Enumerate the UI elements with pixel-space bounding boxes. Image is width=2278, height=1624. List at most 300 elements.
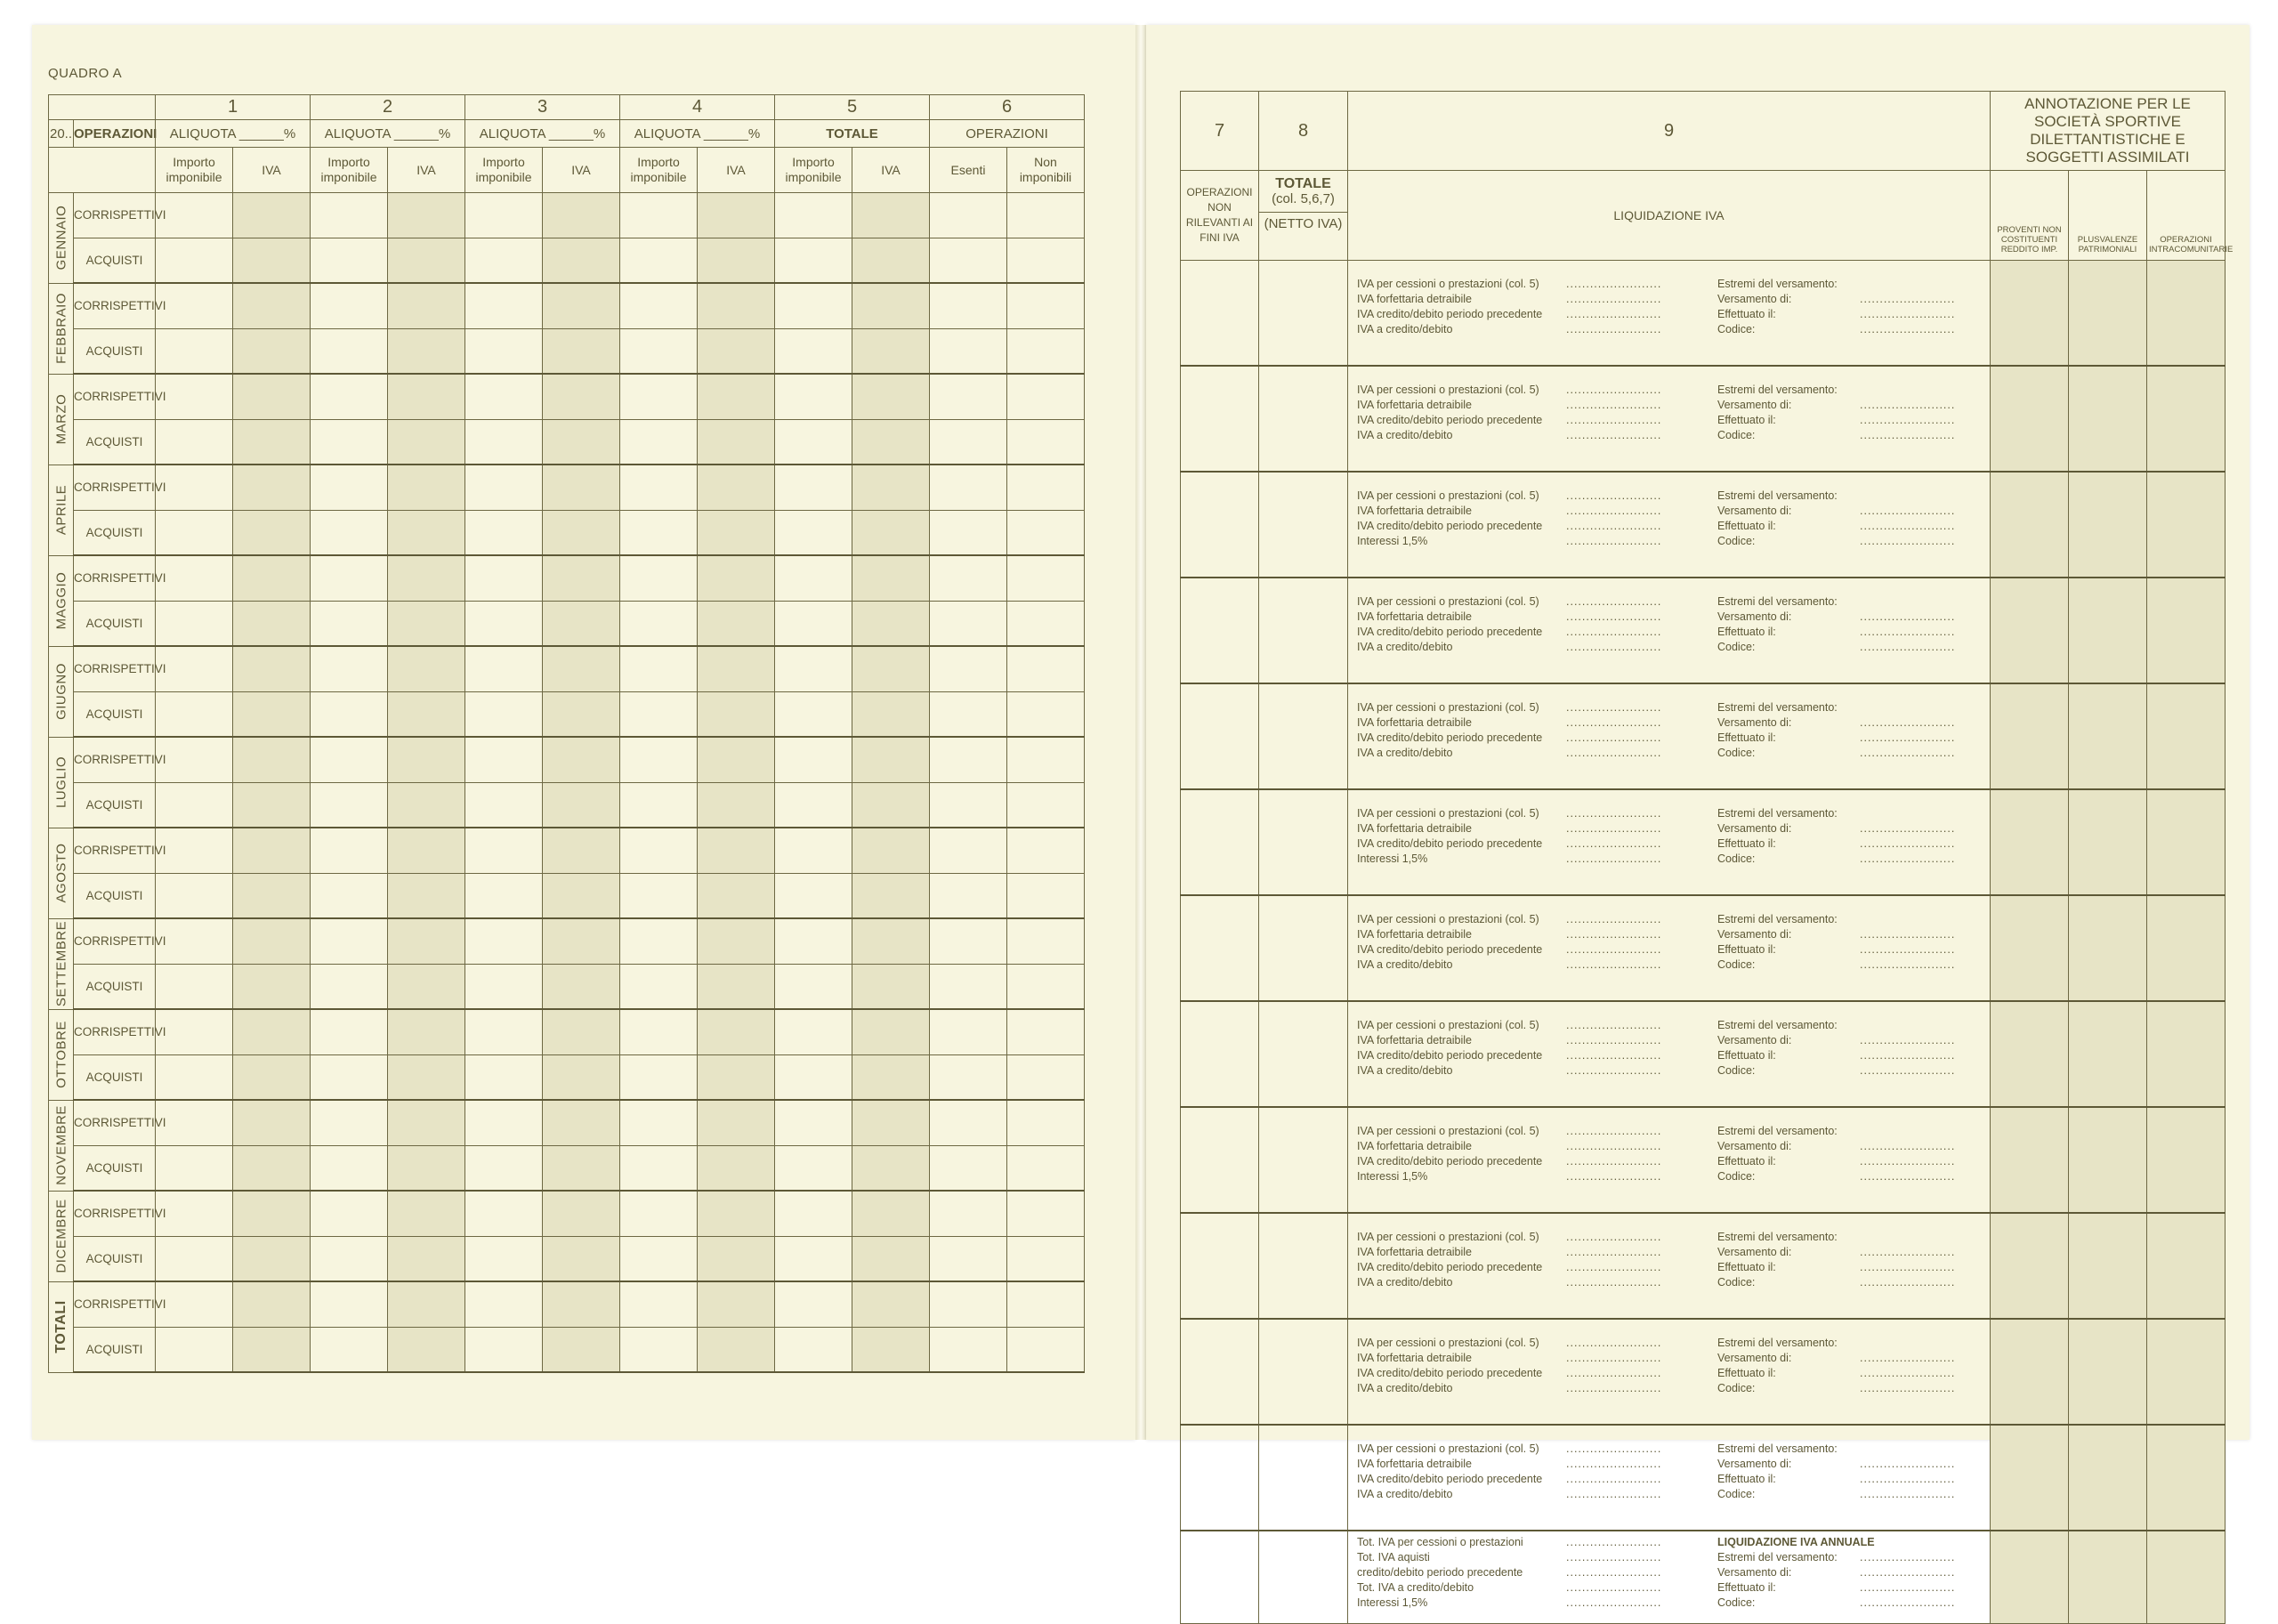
entry-cell[interactable] xyxy=(775,374,852,419)
entry-cell[interactable] xyxy=(1007,193,1085,238)
entry-cell[interactable] xyxy=(388,601,465,646)
entry-cell[interactable] xyxy=(311,510,388,555)
entry-cell[interactable] xyxy=(775,283,852,328)
annotazione-cell[interactable] xyxy=(2147,1001,2225,1107)
entry-cell[interactable] xyxy=(388,1145,465,1191)
entry-cell[interactable] xyxy=(233,1100,311,1145)
entry-cell[interactable] xyxy=(465,1009,543,1054)
annotazione-cell[interactable] xyxy=(1991,895,2069,1001)
entry-cell[interactable] xyxy=(852,782,930,828)
entry-cell[interactable] xyxy=(775,918,852,964)
entry-cell[interactable] xyxy=(775,1145,852,1191)
entry-cell[interactable] xyxy=(930,918,1007,964)
entry-cell[interactable] xyxy=(852,601,930,646)
entry-cell[interactable] xyxy=(852,283,930,328)
annotazione-cell[interactable] xyxy=(2147,1531,2225,1624)
entry-cell[interactable] xyxy=(233,873,311,918)
entry-cell[interactable] xyxy=(465,964,543,1009)
annotazione-cell[interactable] xyxy=(1991,683,2069,789)
entry-cell[interactable] xyxy=(698,1054,775,1100)
entry-cell[interactable] xyxy=(388,1100,465,1145)
entry-cell[interactable] xyxy=(233,419,311,465)
entry-cell[interactable] xyxy=(388,828,465,873)
entry-cell[interactable] xyxy=(465,465,543,510)
entry-cell[interactable] xyxy=(543,283,620,328)
entry-cell[interactable] xyxy=(852,1100,930,1145)
entry-cell[interactable] xyxy=(930,1009,1007,1054)
entry-cell[interactable] xyxy=(233,1281,311,1327)
entry-cell[interactable] xyxy=(852,918,930,964)
entry-cell[interactable] xyxy=(543,1327,620,1372)
entry-cell[interactable] xyxy=(465,419,543,465)
entry-cell[interactable] xyxy=(543,510,620,555)
entry-cell[interactable] xyxy=(465,238,543,283)
entry-cell[interactable] xyxy=(930,374,1007,419)
annotazione-cell[interactable] xyxy=(2147,261,2225,367)
entry-cell[interactable] xyxy=(620,828,698,873)
entry-cell[interactable] xyxy=(1007,1191,1085,1236)
entry-cell[interactable] xyxy=(156,555,233,601)
entry-cell[interactable] xyxy=(388,374,465,419)
entry-cell[interactable] xyxy=(775,1281,852,1327)
entry-cell[interactable] xyxy=(775,238,852,283)
entry-cell[interactable] xyxy=(698,465,775,510)
annotazione-cell[interactable] xyxy=(2147,683,2225,789)
entry-cell[interactable] xyxy=(388,238,465,283)
entry-cell[interactable] xyxy=(930,782,1007,828)
entry-cell[interactable] xyxy=(930,1281,1007,1327)
entry-cell[interactable] xyxy=(233,238,311,283)
entry-cell[interactable] xyxy=(465,1100,543,1145)
entry-cell[interactable] xyxy=(543,1145,620,1191)
entry-cell[interactable] xyxy=(388,283,465,328)
entry-cell[interactable] xyxy=(388,691,465,737)
entry-cell[interactable] xyxy=(1007,873,1085,918)
entry-cell[interactable] xyxy=(465,737,543,782)
entry-cell[interactable] xyxy=(156,419,233,465)
entry-cell[interactable] xyxy=(543,918,620,964)
annotazione-cell[interactable] xyxy=(1991,789,2069,895)
entry-cell[interactable] xyxy=(465,1236,543,1281)
entry-cell[interactable] xyxy=(698,1009,775,1054)
entry-cell[interactable] xyxy=(543,1281,620,1327)
entry-cell[interactable] xyxy=(775,964,852,1009)
entry-cell[interactable] xyxy=(698,782,775,828)
entry-cell[interactable] xyxy=(930,328,1007,374)
entry-cell[interactable] xyxy=(465,1054,543,1100)
entry-cell[interactable] xyxy=(1007,1054,1085,1100)
entry-cell[interactable] xyxy=(311,465,388,510)
entry-cell[interactable] xyxy=(543,691,620,737)
entry-cell[interactable] xyxy=(698,1327,775,1372)
entry-cell[interactable] xyxy=(311,1327,388,1372)
annotazione-cell[interactable] xyxy=(1991,1107,2069,1213)
entry-cell[interactable] xyxy=(156,1191,233,1236)
entry-cell[interactable] xyxy=(852,193,930,238)
entry-cell[interactable] xyxy=(233,193,311,238)
entry-cell[interactable] xyxy=(1007,510,1085,555)
col8-cell[interactable] xyxy=(1259,683,1348,789)
entry-cell[interactable] xyxy=(388,918,465,964)
entry-cell[interactable] xyxy=(311,1054,388,1100)
entry-cell[interactable] xyxy=(543,828,620,873)
entry-cell[interactable] xyxy=(698,1236,775,1281)
entry-cell[interactable] xyxy=(156,283,233,328)
entry-cell[interactable] xyxy=(156,873,233,918)
entry-cell[interactable] xyxy=(156,510,233,555)
entry-cell[interactable] xyxy=(852,691,930,737)
annotazione-cell[interactable] xyxy=(1991,1001,2069,1107)
entry-cell[interactable] xyxy=(775,828,852,873)
annotazione-cell[interactable] xyxy=(2069,261,2147,367)
entry-cell[interactable] xyxy=(775,737,852,782)
annotazione-cell[interactable] xyxy=(2069,1107,2147,1213)
entry-cell[interactable] xyxy=(233,1009,311,1054)
entry-cell[interactable] xyxy=(930,193,1007,238)
entry-cell[interactable] xyxy=(620,238,698,283)
entry-cell[interactable] xyxy=(1007,1145,1085,1191)
entry-cell[interactable] xyxy=(156,1236,233,1281)
entry-cell[interactable] xyxy=(543,601,620,646)
entry-cell[interactable] xyxy=(388,737,465,782)
entry-cell[interactable] xyxy=(311,964,388,1009)
entry-cell[interactable] xyxy=(156,646,233,691)
entry-cell[interactable] xyxy=(233,465,311,510)
entry-cell[interactable] xyxy=(388,555,465,601)
entry-cell[interactable] xyxy=(311,555,388,601)
entry-cell[interactable] xyxy=(465,646,543,691)
col7-cell[interactable] xyxy=(1181,789,1259,895)
entry-cell[interactable] xyxy=(930,828,1007,873)
entry-cell[interactable] xyxy=(852,1145,930,1191)
entry-cell[interactable] xyxy=(620,328,698,374)
annotazione-cell[interactable] xyxy=(2069,1319,2147,1425)
annotazione-cell[interactable] xyxy=(2069,683,2147,789)
entry-cell[interactable] xyxy=(698,828,775,873)
entry-cell[interactable] xyxy=(698,646,775,691)
entry-cell[interactable] xyxy=(620,691,698,737)
entry-cell[interactable] xyxy=(388,1054,465,1100)
entry-cell[interactable] xyxy=(852,555,930,601)
entry-cell[interactable] xyxy=(1007,1236,1085,1281)
entry-cell[interactable] xyxy=(156,601,233,646)
col8-cell[interactable] xyxy=(1259,261,1348,367)
annotazione-cell[interactable] xyxy=(2147,789,2225,895)
entry-cell[interactable] xyxy=(388,873,465,918)
entry-cell[interactable] xyxy=(852,1281,930,1327)
entry-cell[interactable] xyxy=(852,828,930,873)
entry-cell[interactable] xyxy=(930,964,1007,1009)
annotazione-cell[interactable] xyxy=(2069,578,2147,683)
entry-cell[interactable] xyxy=(775,1009,852,1054)
col7-cell[interactable] xyxy=(1181,683,1259,789)
col8-cell[interactable] xyxy=(1259,1001,1348,1107)
entry-cell[interactable] xyxy=(388,1191,465,1236)
entry-cell[interactable] xyxy=(156,374,233,419)
entry-cell[interactable] xyxy=(1007,1100,1085,1145)
entry-cell[interactable] xyxy=(156,828,233,873)
entry-cell[interactable] xyxy=(311,691,388,737)
col7-cell[interactable] xyxy=(1181,1319,1259,1425)
entry-cell[interactable] xyxy=(698,1281,775,1327)
entry-cell[interactable] xyxy=(1007,646,1085,691)
entry-cell[interactable] xyxy=(311,737,388,782)
entry-cell[interactable] xyxy=(543,238,620,283)
entry-cell[interactable] xyxy=(620,737,698,782)
entry-cell[interactable] xyxy=(620,646,698,691)
entry-cell[interactable] xyxy=(233,555,311,601)
annotazione-cell[interactable] xyxy=(2147,1425,2225,1531)
entry-cell[interactable] xyxy=(620,1191,698,1236)
entry-cell[interactable] xyxy=(1007,555,1085,601)
entry-cell[interactable] xyxy=(775,782,852,828)
entry-cell[interactable] xyxy=(388,193,465,238)
entry-cell[interactable] xyxy=(233,737,311,782)
entry-cell[interactable] xyxy=(1007,828,1085,873)
entry-cell[interactable] xyxy=(930,1100,1007,1145)
entry-cell[interactable] xyxy=(775,193,852,238)
entry-cell[interactable] xyxy=(156,193,233,238)
entry-cell[interactable] xyxy=(852,328,930,374)
entry-cell[interactable] xyxy=(775,691,852,737)
entry-cell[interactable] xyxy=(233,374,311,419)
col7-cell[interactable] xyxy=(1181,261,1259,367)
col8-cell[interactable] xyxy=(1259,1425,1348,1531)
annotazione-cell[interactable] xyxy=(1991,578,2069,683)
annotazione-cell[interactable] xyxy=(2069,895,2147,1001)
entry-cell[interactable] xyxy=(620,1327,698,1372)
entry-cell[interactable] xyxy=(620,419,698,465)
entry-cell[interactable] xyxy=(156,465,233,510)
entry-cell[interactable] xyxy=(698,1145,775,1191)
annotazione-cell[interactable] xyxy=(2069,1531,2147,1624)
entry-cell[interactable] xyxy=(388,328,465,374)
entry-cell[interactable] xyxy=(156,782,233,828)
entry-cell[interactable] xyxy=(543,1009,620,1054)
entry-cell[interactable] xyxy=(1007,419,1085,465)
entry-cell[interactable] xyxy=(1007,918,1085,964)
entry-cell[interactable] xyxy=(465,828,543,873)
entry-cell[interactable] xyxy=(388,1281,465,1327)
entry-cell[interactable] xyxy=(698,510,775,555)
entry-cell[interactable] xyxy=(465,374,543,419)
entry-cell[interactable] xyxy=(775,555,852,601)
entry-cell[interactable] xyxy=(852,465,930,510)
entry-cell[interactable] xyxy=(543,737,620,782)
entry-cell[interactable] xyxy=(620,374,698,419)
entry-cell[interactable] xyxy=(311,1191,388,1236)
entry-cell[interactable] xyxy=(543,1191,620,1236)
entry-cell[interactable] xyxy=(156,1281,233,1327)
entry-cell[interactable] xyxy=(311,374,388,419)
col8-cell[interactable] xyxy=(1259,1213,1348,1319)
entry-cell[interactable] xyxy=(930,1145,1007,1191)
entry-cell[interactable] xyxy=(156,1100,233,1145)
entry-cell[interactable] xyxy=(930,419,1007,465)
annotazione-cell[interactable] xyxy=(2069,1001,2147,1107)
entry-cell[interactable] xyxy=(1007,601,1085,646)
col8-cell[interactable] xyxy=(1259,789,1348,895)
entry-cell[interactable] xyxy=(233,964,311,1009)
entry-cell[interactable] xyxy=(698,691,775,737)
entry-cell[interactable] xyxy=(698,419,775,465)
entry-cell[interactable] xyxy=(852,646,930,691)
annotazione-cell[interactable] xyxy=(2147,472,2225,578)
entry-cell[interactable] xyxy=(156,691,233,737)
annotazione-cell[interactable] xyxy=(1991,366,2069,472)
col7-cell[interactable] xyxy=(1181,366,1259,472)
annotazione-cell[interactable] xyxy=(1991,1213,2069,1319)
entry-cell[interactable] xyxy=(698,555,775,601)
col8-cell[interactable] xyxy=(1259,578,1348,683)
entry-cell[interactable] xyxy=(543,1100,620,1145)
entry-cell[interactable] xyxy=(852,964,930,1009)
entry-cell[interactable] xyxy=(852,374,930,419)
entry-cell[interactable] xyxy=(233,1054,311,1100)
entry-cell[interactable] xyxy=(543,873,620,918)
entry-cell[interactable] xyxy=(233,601,311,646)
entry-cell[interactable] xyxy=(233,1145,311,1191)
entry-cell[interactable] xyxy=(465,873,543,918)
entry-cell[interactable] xyxy=(775,465,852,510)
entry-cell[interactable] xyxy=(156,964,233,1009)
annotazione-cell[interactable] xyxy=(2069,1425,2147,1531)
entry-cell[interactable] xyxy=(620,465,698,510)
entry-cell[interactable] xyxy=(233,918,311,964)
entry-cell[interactable] xyxy=(388,510,465,555)
entry-cell[interactable] xyxy=(930,601,1007,646)
entry-cell[interactable] xyxy=(1007,737,1085,782)
entry-cell[interactable] xyxy=(465,1281,543,1327)
entry-cell[interactable] xyxy=(156,737,233,782)
entry-cell[interactable] xyxy=(1007,691,1085,737)
entry-cell[interactable] xyxy=(233,283,311,328)
entry-cell[interactable] xyxy=(1007,328,1085,374)
entry-cell[interactable] xyxy=(620,601,698,646)
col7-cell[interactable] xyxy=(1181,1213,1259,1319)
entry-cell[interactable] xyxy=(311,238,388,283)
entry-cell[interactable] xyxy=(930,691,1007,737)
col7-cell[interactable] xyxy=(1181,578,1259,683)
annotazione-cell[interactable] xyxy=(1991,472,2069,578)
entry-cell[interactable] xyxy=(620,1281,698,1327)
entry-cell[interactable] xyxy=(775,1191,852,1236)
entry-cell[interactable] xyxy=(311,828,388,873)
entry-cell[interactable] xyxy=(698,964,775,1009)
entry-cell[interactable] xyxy=(698,283,775,328)
entry-cell[interactable] xyxy=(465,1191,543,1236)
annotazione-cell[interactable] xyxy=(2069,472,2147,578)
entry-cell[interactable] xyxy=(775,328,852,374)
entry-cell[interactable] xyxy=(465,555,543,601)
entry-cell[interactable] xyxy=(311,1145,388,1191)
entry-cell[interactable] xyxy=(1007,964,1085,1009)
annotazione-cell[interactable] xyxy=(2147,578,2225,683)
entry-cell[interactable] xyxy=(543,465,620,510)
entry-cell[interactable] xyxy=(233,691,311,737)
entry-cell[interactable] xyxy=(620,193,698,238)
annotazione-cell[interactable] xyxy=(2069,1213,2147,1319)
entry-cell[interactable] xyxy=(388,646,465,691)
annotazione-cell[interactable] xyxy=(1991,1531,2069,1624)
entry-cell[interactable] xyxy=(388,419,465,465)
col7-cell[interactable] xyxy=(1181,895,1259,1001)
col8-cell[interactable] xyxy=(1259,895,1348,1001)
entry-cell[interactable] xyxy=(465,328,543,374)
entry-cell[interactable] xyxy=(620,510,698,555)
entry-cell[interactable] xyxy=(311,328,388,374)
entry-cell[interactable] xyxy=(930,510,1007,555)
col8-cell[interactable] xyxy=(1259,1319,1348,1425)
entry-cell[interactable] xyxy=(543,419,620,465)
entry-cell[interactable] xyxy=(543,193,620,238)
entry-cell[interactable] xyxy=(1007,1327,1085,1372)
entry-cell[interactable] xyxy=(620,873,698,918)
entry-cell[interactable] xyxy=(852,1327,930,1372)
entry-cell[interactable] xyxy=(156,328,233,374)
entry-cell[interactable] xyxy=(775,1327,852,1372)
entry-cell[interactable] xyxy=(852,1054,930,1100)
entry-cell[interactable] xyxy=(543,328,620,374)
entry-cell[interactable] xyxy=(775,510,852,555)
annotazione-cell[interactable] xyxy=(1991,1319,2069,1425)
annotazione-cell[interactable] xyxy=(1991,261,2069,367)
entry-cell[interactable] xyxy=(233,1327,311,1372)
entry-cell[interactable] xyxy=(930,737,1007,782)
entry-cell[interactable] xyxy=(233,828,311,873)
entry-cell[interactable] xyxy=(311,193,388,238)
entry-cell[interactable] xyxy=(543,782,620,828)
entry-cell[interactable] xyxy=(543,1054,620,1100)
entry-cell[interactable] xyxy=(698,374,775,419)
entry-cell[interactable] xyxy=(311,601,388,646)
entry-cell[interactable] xyxy=(465,1327,543,1372)
col7-cell[interactable] xyxy=(1181,1107,1259,1213)
entry-cell[interactable] xyxy=(311,1009,388,1054)
entry-cell[interactable] xyxy=(698,873,775,918)
annotazione-cell[interactable] xyxy=(2069,789,2147,895)
entry-cell[interactable] xyxy=(930,1054,1007,1100)
entry-cell[interactable] xyxy=(388,465,465,510)
entry-cell[interactable] xyxy=(465,193,543,238)
entry-cell[interactable] xyxy=(1007,465,1085,510)
entry-cell[interactable] xyxy=(930,1327,1007,1372)
entry-cell[interactable] xyxy=(311,283,388,328)
entry-cell[interactable] xyxy=(311,1100,388,1145)
entry-cell[interactable] xyxy=(1007,782,1085,828)
entry-cell[interactable] xyxy=(852,1236,930,1281)
entry-cell[interactable] xyxy=(620,1145,698,1191)
entry-cell[interactable] xyxy=(465,510,543,555)
entry-cell[interactable] xyxy=(852,238,930,283)
entry-cell[interactable] xyxy=(465,691,543,737)
entry-cell[interactable] xyxy=(620,1236,698,1281)
entry-cell[interactable] xyxy=(1007,283,1085,328)
entry-cell[interactable] xyxy=(543,964,620,1009)
entry-cell[interactable] xyxy=(465,1145,543,1191)
entry-cell[interactable] xyxy=(775,873,852,918)
col7-cell[interactable] xyxy=(1181,1425,1259,1531)
entry-cell[interactable] xyxy=(698,1100,775,1145)
entry-cell[interactable] xyxy=(852,873,930,918)
entry-cell[interactable] xyxy=(1007,1009,1085,1054)
entry-cell[interactable] xyxy=(156,238,233,283)
entry-cell[interactable] xyxy=(698,737,775,782)
entry-cell[interactable] xyxy=(930,646,1007,691)
col8-cell[interactable] xyxy=(1259,1531,1348,1624)
entry-cell[interactable] xyxy=(233,1236,311,1281)
entry-cell[interactable] xyxy=(156,918,233,964)
